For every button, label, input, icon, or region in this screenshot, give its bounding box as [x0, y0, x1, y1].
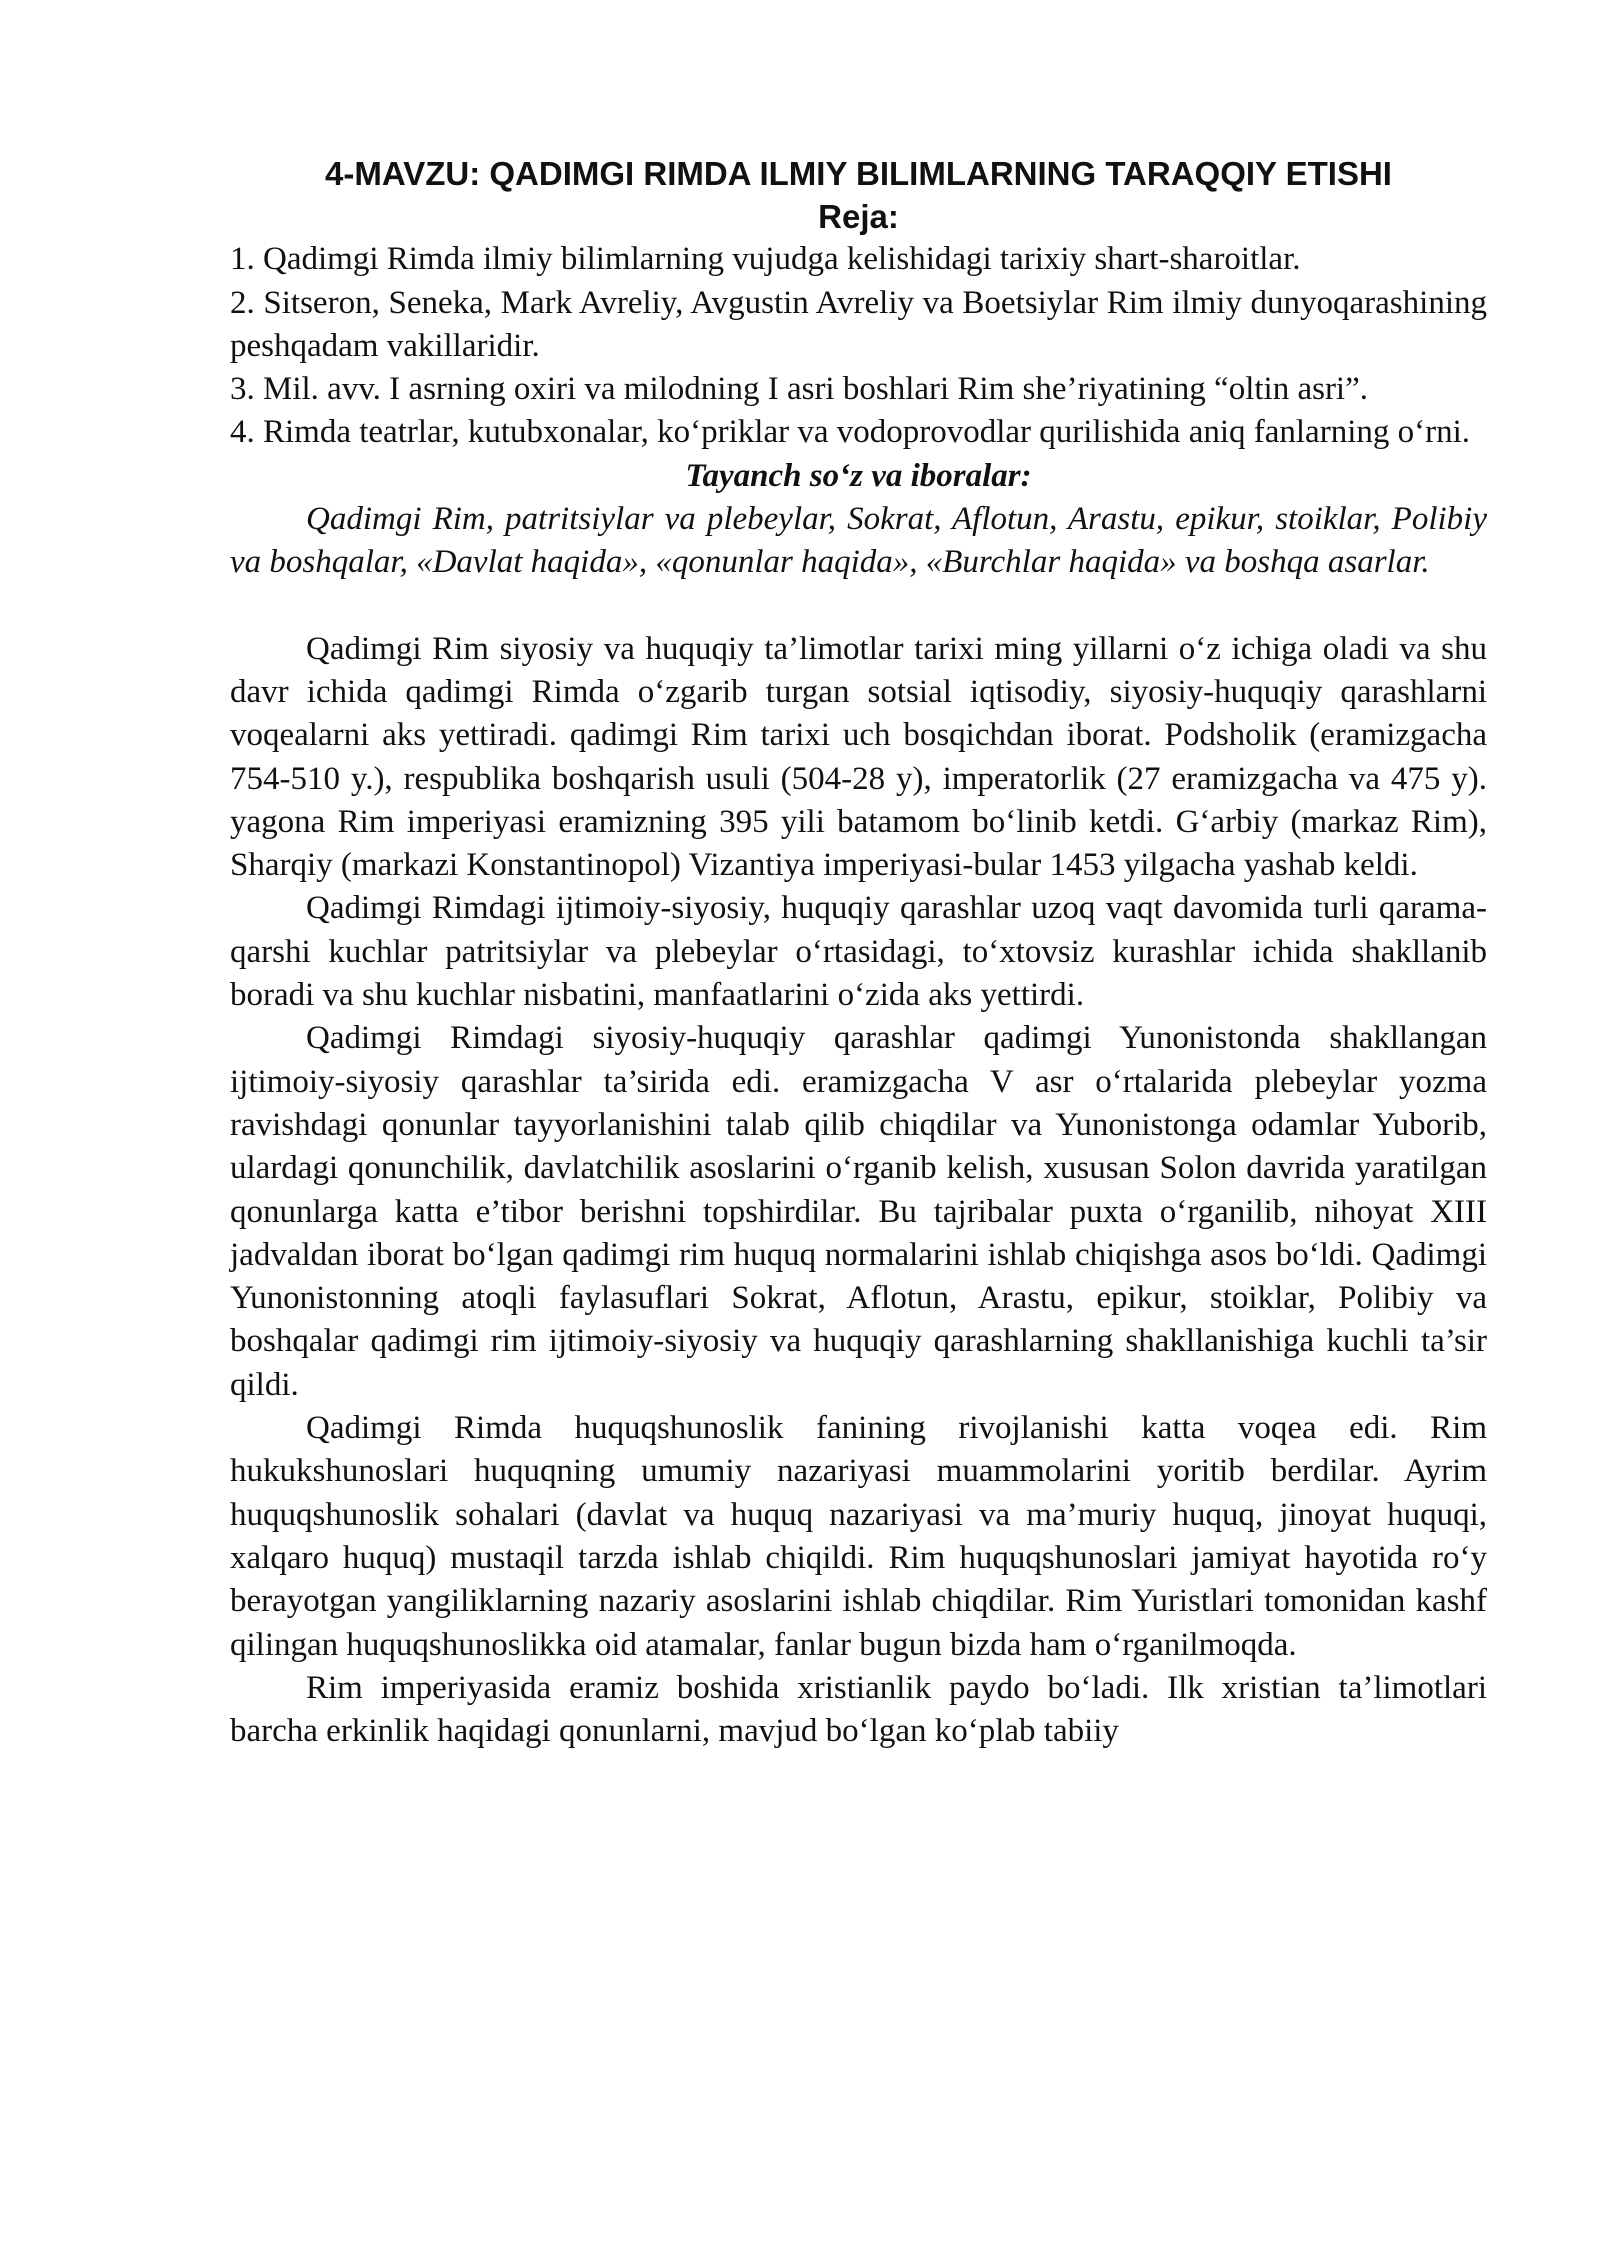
body-paragraph-1: Qadimgi Rim siyosiy va huquqiy ta’limotlar tarixi ming yillarni o‘z ichiga oladi va shu davr ichida qadimgi Rimda o‘zgarib turgan sotsial iqtisodiy, siyosiy-huquqiy qarashlarni voqealarni aks yettiradi. qadimgi Rim tarixi uch bosqichdan iborat. Podsholik (eramizgacha 754-510 y.), respublika boshqarish usuli (504-28 y), imperatorlik (27 eramizgacha va 475 y). yagona Rim imperiyasi eramizning 395 yili batamom bo‘linib ketdi. G‘arbiy (markaz Rim), Sharqiy (markazi Konstantinopol) Vizantiya imperiyasi-bular 1453 yilgacha yashab keldi.: [230, 630, 1487, 884]
document-title: 4-MAVZU: QADIMGI RIMDA ILMIY BILIMLARNING TARAQQIY ETISHI: [325, 155, 1392, 192]
plan-heading: Reja:: [818, 198, 899, 235]
document-page: [230, 152, 1487, 1753]
plan-item-2: 2. Sitseron, Seneka, Mark Avreliy, Avgustin Avreliy va Boetsiylar Rim ilmiy dunyoqarashining peshqadam vakillaridir.: [230, 284, 1487, 364]
body-paragraph-3: Qadimgi Rimdagi siyosiy-huquqiy qarashlar qadimgi Yunonistonda shakllangan ijtimoiy-siyosiy qarashlar ta’sirida edi. eramizgacha V asr o‘rtalarida plebeylar yozma ravishdagi qonunlar tayyorlanishini talab qilib chiqdilar va Yunonistonga odamlar Yuborib, ulardagi qonunchilik, davlatchilik asoslarini o‘rganib kelish, xususan Solon davrida yaratilgan qonunlarga katta e’tibor berishni topshirdilar. Bu tajribalar puxta o‘rganilib, nihoyat XIII jadvaldan iborat bo‘lgan qadimgi rim huquq normalarini ishlab chiqishga asos bo‘ldi. Qadimgi Yunonistonning atoqli faylasuflari Sokrat, Aflotun, Arastu, epikur, stoiklar, Polibiy va boshqalar qadimgi rim ijtimoiy-siyosiy va huquqiy qarashlarning shakllanishiga kuchli ta’sir qildi.: [230, 1020, 1487, 1403]
plan-item-4: 4. Rimda teatrlar, kutubxonalar, ko‘priklar va vodoprovodlar qurilishida aniq fanlarning o‘rni.: [230, 414, 1471, 451]
body-paragraph-2: Qadimgi Rimdagi ijtimoiy-siyosiy, huquqiy qarashlar uzoq vaqt davomida turli qarama-qarshi kuchlar patritsiylar va plebeylar o‘rtasidagi, to‘xtovsiz kurashlar ichida shakllanib boradi va shu kuchlar nisbatini, manfaatlarini o‘zida aks yettirdi.: [230, 890, 1487, 1014]
keywords-text: Qadimgi Rim, patritsiylar va plebeylar, Sokrat, Aflotun, Arastu, epikur, stoiklar, Polibiy va boshqalar, «Davlat haqida», «qonunlar haqida», «Burchlar haqida» va boshqa asarlar.: [230, 501, 1487, 581]
body-paragraph-5: Rim imperiyasida eramiz boshida xristianlik paydo bo‘ladi. Ilk xristian ta’limotlari barcha erkinlik haqidagi qonunlarni, mavjud bo‘lgan ko‘plab tabiiy: [230, 1669, 1487, 1750]
body-paragraph-4: Qadimgi Rimda huquqshunoslik fanining rivojlanishi katta voqea edi. Rim hukukshunoslari huquqning umumiy nazariyasi muammolarini yoritib berdilar. Ayrim huquqshunoslik sohalari (davlat va huquq nazariyasi va ma’muriy huquq, jinoyat huquqi, xalqaro huquq) mustaqil tarzda ishlab chiqildi. Rim huquqshunoslari jamiyat hayotida ro‘y berayotgan yangiliklarning nazariy asoslarini ishlab chiqdilar. Rim Yuristlari tomonidan kashf qilingan huquqshunoslikka oid atamalar, fanlar bugun bizda ham o‘rganilmoqda.: [230, 1410, 1487, 1663]
keywords-heading: Tayanch so‘z va iboralar:: [685, 457, 1032, 494]
plan-item-3: 3. Mil. avv. I asrning oxiri va milodning I asri boshlari Rim she’riyatining “oltin asri”.: [230, 371, 1369, 408]
plan-item-1: 1. Qadimgi Rimda ilmiy bilimlarning vujudga kelishidagi tarixiy shart-sharoitlar.: [230, 241, 1301, 278]
blank-line: [230, 585, 1487, 628]
